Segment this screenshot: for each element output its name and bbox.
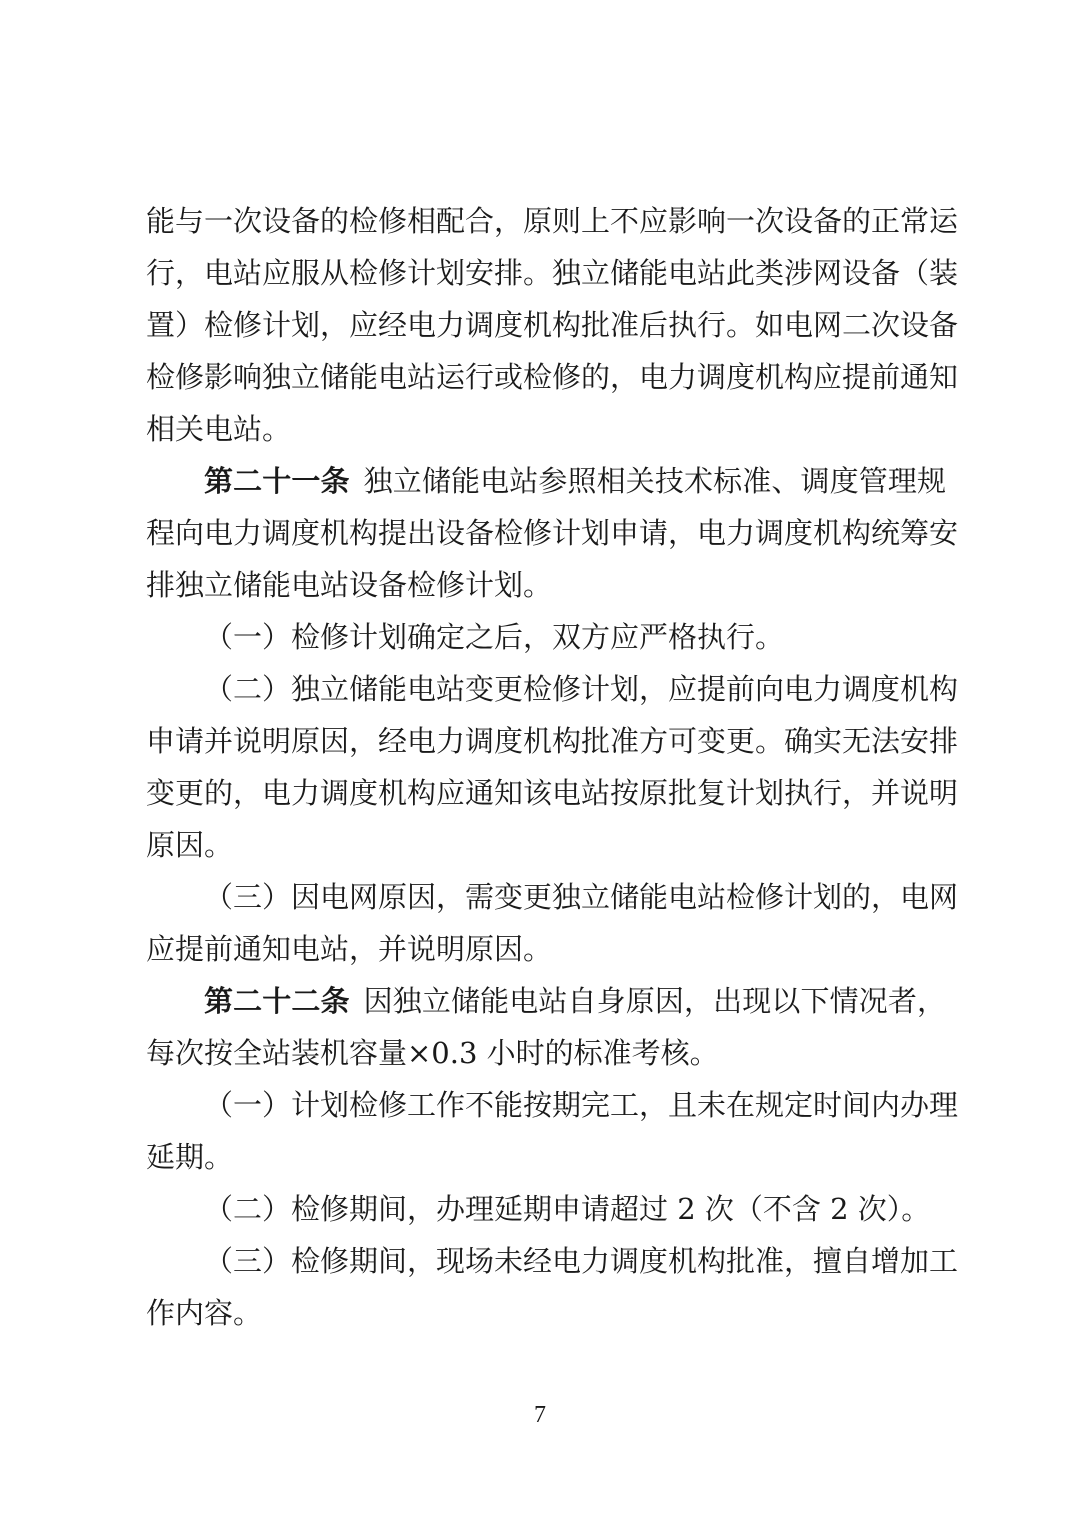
- page-number: 7: [534, 1402, 546, 1428]
- list-item-line: （二）独立储能电站变更检修计划，应提前向电力调度机构: [204, 672, 959, 706]
- paragraph-line: 相关电站。: [146, 412, 292, 446]
- paragraph-line: 检修影响独立储能电站运行或检修的，电力调度机构应提前通知: [146, 360, 959, 394]
- paragraph-line: 排独立储能电站设备检修计划。: [146, 568, 553, 602]
- document-body: [146, 195, 959, 1339]
- paragraph-line: 每次按全站装机容量×0.3 小时的标准考核。: [146, 1036, 719, 1070]
- article-text: 独立储能电站参照相关技术标准、调度管理规: [363, 464, 946, 498]
- paragraph-line: 原因。: [146, 828, 234, 862]
- paragraph-line: 程向电力调度机构提出设备检修计划申请，电力调度机构统筹安: [146, 516, 959, 550]
- paragraph-line: 置）检修计划，应经电力调度机构批准后执行。如电网二次设备: [146, 308, 959, 342]
- article-heading: 第二十二条: [204, 984, 350, 1018]
- paragraph-line: 申请并说明原因，经电力调度机构批准方可变更。确实无法安排: [146, 724, 959, 758]
- list-item-line: （二）检修期间，办理延期申请超过 2 次（不含 2 次）。: [204, 1192, 931, 1226]
- paragraph-line: 能与一次设备的检修相配合，原则上不应影响一次设备的正常运: [146, 204, 959, 238]
- paragraph-line: 延期。: [146, 1140, 234, 1174]
- article-heading: 第二十一条: [204, 464, 350, 498]
- list-item-line: （三）因电网原因，需变更独立储能电站检修计划的，电网: [204, 880, 959, 914]
- paragraph-line: 应提前通知电站，并说明原因。: [146, 932, 553, 966]
- list-item-line: （一）检修计划确定之后，双方应严格执行。: [204, 620, 785, 654]
- paragraph-line: 变更的，电力调度机构应通知该电站按原批复计划执行，并说明: [146, 776, 959, 810]
- paragraph-line: 作内容。: [146, 1296, 263, 1330]
- list-item-line: （一）计划检修工作不能按期完工，且未在规定时间内办理: [204, 1088, 959, 1122]
- article-21-first-line: [146, 455, 946, 507]
- list-item-line: （三）检修期间，现场未经电力调度机构批准，擅自增加工: [204, 1244, 959, 1278]
- paragraph-line: 行，电站应服从检修计划安排。独立储能电站此类涉网设备（装: [146, 256, 959, 290]
- article-22-first-line: [146, 975, 946, 1027]
- article-text: 因独立储能电站自身原因，出现以下情况者，: [363, 984, 946, 1018]
